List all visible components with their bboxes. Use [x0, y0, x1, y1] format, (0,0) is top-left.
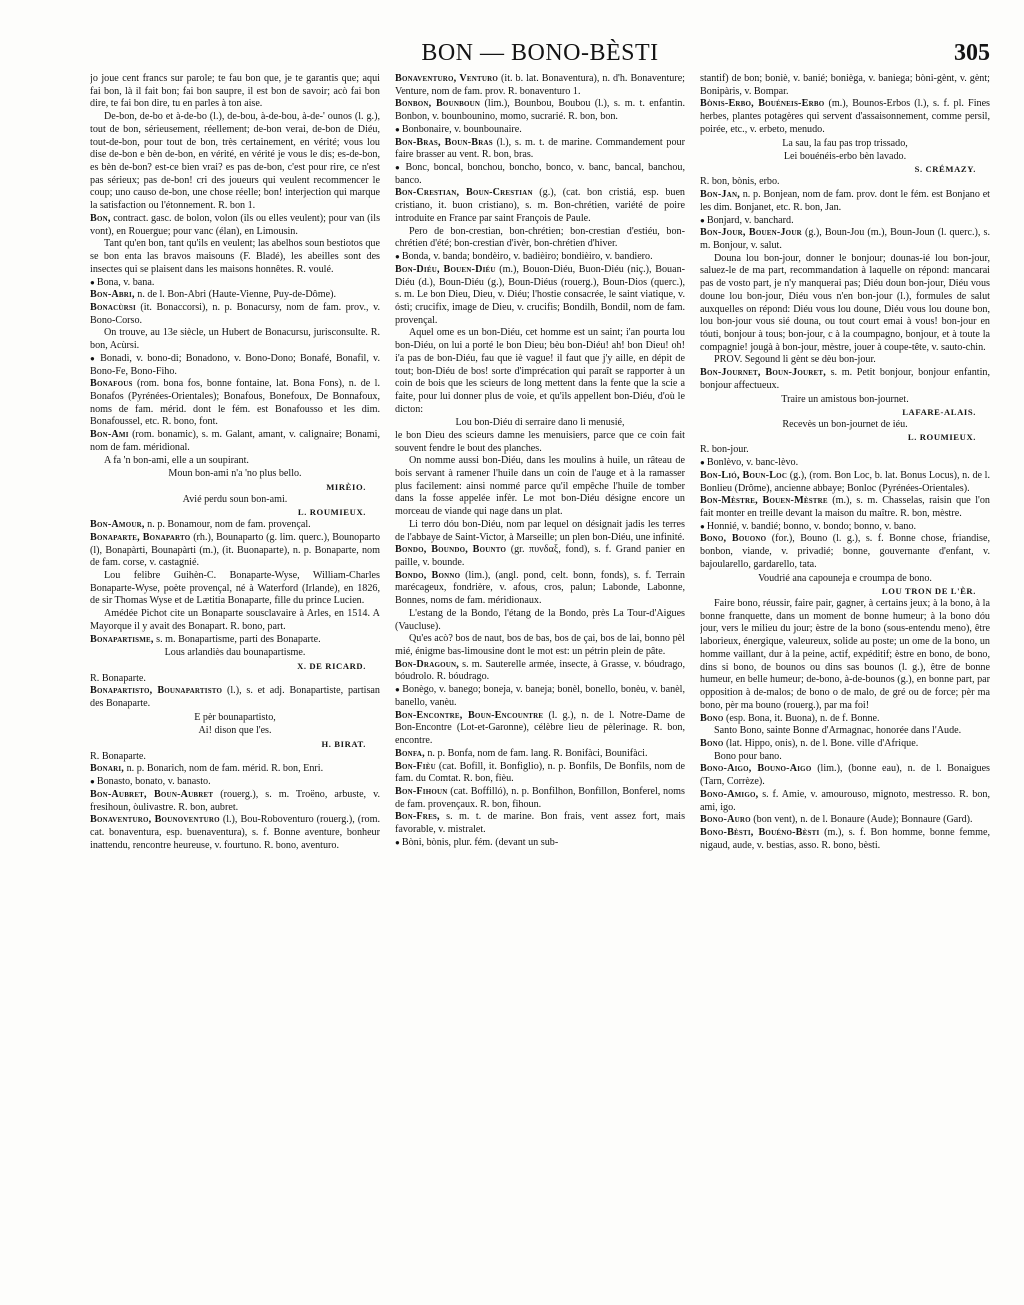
entry-text: De-bon, de-bo et à-de-bo (l.), de-bou, à-de-bou, à-de-' ounos (l. g.), tout de bon, sérieusement, réellement; de-bon verai, de-bon de Diéu, tout-de-bon, pour tout de bon, très certainement, en vérité; vous lou dise de-bon e bèn de-bon, en vérité, en vérité je vous le dis; es-de-bon, es bèn de-bon? est-ce bien vrai? es pas de-bon, c'est pour rire, ce n'est pas sérieux; pas de-bon! cri des joueurs qui veulent recommencer le coup; uno causo de-bon, une chose réelle; bon! interjection qui marque la satisfaction ou l'étonnement. R. bon 1.: [90, 111, 380, 212]
entry-text: Bonjard, v. banchard.: [706, 214, 794, 226]
entry-text: (m.), Bounos-Erbos (l.), s. f. pl. Fines herbes, plantes potagères qui servent d'assaisonnement, comme persil, poirée, etc., v. erbeto, menudo.: [700, 98, 990, 135]
verse-quote: La sau, la fau pas trop trissado,: [782, 137, 908, 149]
entry-text: L'estang de la Bondo, l'étang de la Bondo, près La Tour-d'Aigues (Vaucluse).: [395, 607, 685, 632]
entry-text: Faire bono, réussir, faire pair, gagner, à certains jeux; à la bono, à la bonne franquette, dans un moment de bonne humeur; à la bono dóu jour, vers le milieu du jour; èstre de la bono (sous-entendu meno), être laborieux, énergique, valeureux, solide au poste; un ome de la bono, un homme vaillant, dur à la peine, actif, expéditif; èstre en bono, de bono, dins si bono, de bounos ou dins sas bounos (l. g.), être de bonne humeur, en belle humeur; de-bono, à-de-bounos (g.), en bonne part, par opposition à de-malos; de bono o de malo, de gré ou de force; pèr ma bono, pèr ma bouno (rouerg.), par ma foi!: [700, 598, 990, 711]
entry-text: (g.), Boun-Jou (m.), Boun-Joun (l. querc.), s. m. Bonjour, v. salut.: [700, 227, 990, 251]
verse-quote: Lou bon-Diéu di serraire dano li menusié,: [455, 417, 625, 429]
dictionary-entry: [700, 470, 990, 495]
entry-text: Bonda, v. banda; bondèiro, v. badièiro; bondièiro, v. bandiero.: [401, 251, 653, 263]
column-left: [90, 73, 380, 1253]
entry-headword: Bon-Jour, Bouen-Jour: [700, 227, 802, 239]
dictionary-entry: [395, 73, 685, 98]
entry-text: Tant qu'en bon, tant qu'ils en veulent; las abelhos soun bestiotos que se bon enta las bravos maisouns (F. Bladé), les abeilles sont des insectes qui se plaisent dans les maisons honnêtes. R. voulé.: [90, 238, 380, 275]
dictionary-entry: [90, 238, 380, 276]
dictionary-entry: [700, 738, 990, 751]
entry-headword: Bon-Fres,: [395, 811, 440, 823]
verse-quote: E pèr bounapartisto,: [194, 711, 276, 723]
dictionary-entry: [700, 457, 990, 470]
dictionary-entry: [395, 570, 685, 608]
entry-headword: Bono-Amigo,: [700, 788, 759, 800]
dictionary-entry: [90, 289, 380, 302]
dictionary-entry: [700, 189, 990, 214]
entry-text: s. m. t. de marine. Bon frais, vent assez fort, mais favorable, v. mistralet.: [395, 811, 685, 836]
entry-text: (bon vent), n. de l. Bonaure (Aude); Bonnaure (Gard).: [753, 814, 973, 826]
entry-text: Honnié, v. bandié; bonno, v. bondo; bonno, v. bano.: [706, 520, 917, 532]
dictionary-entry: [395, 659, 685, 684]
dictionary-entry: [395, 226, 685, 251]
quote-author: S. CRÉMAZY.: [914, 164, 976, 175]
dictionary-entry: [90, 685, 380, 710]
dictionary-entry: [395, 710, 685, 748]
dictionary-entry: [700, 521, 990, 534]
entry-text: n. p. Bonfa, nom de fam. lang. R. Bonifàci, Bounifàci.: [427, 747, 648, 759]
entry-text: (lim.), (bonne eau), n. de l. Bonaigues (Tarn, Corrèze).: [700, 763, 990, 788]
quote-author: LAFARE-ALAIS.: [902, 407, 976, 418]
dictionary-entry: [90, 73, 380, 111]
dictionary-entry: [90, 673, 380, 686]
dictionary-entry: [700, 367, 990, 392]
dictionary-entry: [90, 763, 380, 776]
entry-headword: Bon-Bras, Boun-Bras: [395, 136, 493, 148]
entry-text: (it. Bonaccorsi), n. p. Bonacursy, nom de fam. prov., v. Bono-Corso.: [90, 301, 380, 326]
entry-text: Bonlèvo, v. banc-lèvo.: [706, 457, 799, 469]
entry-headword: Bonaventuro, Bounoventuro: [90, 814, 220, 826]
dictionary-entry: [700, 444, 990, 457]
entry-text: Pero de bon-crestian, bon-chrétien; bon-crestian d'estiéu, bon-chrétien d'été; bon-crestian d'ivèr, bon-chrétien d'hiver.: [395, 225, 685, 250]
dictionary-entry: [700, 176, 990, 189]
dictionary-entry: [700, 598, 990, 712]
entry-text: A fa 'n bon-ami, elle a un soupirant.: [104, 454, 249, 466]
entry-text: Bona, v. bana.: [96, 276, 155, 288]
quote-author: LOU TRON DE L'ÈR.: [881, 586, 976, 597]
entry-text: R. bon-jour.: [700, 444, 749, 456]
dictionary-entry: [395, 455, 685, 519]
dictionary-entry: [90, 789, 380, 814]
dictionary-entry: [700, 725, 990, 738]
dictionary-entry: [700, 827, 990, 852]
verse-quote: Ai! dison que l'es.: [198, 725, 272, 737]
dictionary-entry: [700, 73, 990, 98]
dictionary-entry: [700, 763, 990, 788]
entry-text: (cat. Bofill, it. Bonfiglio), n. p. Bonfils, De Bonfils, nom de fam. du Comtat. R. bon, fièu.: [395, 760, 685, 785]
entry-text: Bonasto, bonato, v. banasto.: [96, 776, 211, 788]
entry-text: n. p. Bonamour, nom de fam. provençal.: [147, 519, 311, 531]
entry-headword: Bono-Auro: [700, 814, 751, 826]
entry-text: R. Bonaparte.: [90, 750, 146, 762]
page-number: 305: [954, 40, 990, 66]
dictionary-entry: [90, 634, 380, 647]
dictionary-entry: [700, 215, 990, 228]
entry-headword: Bonaventuro, Venturo: [395, 73, 499, 84]
entry-text: (it. b. lat. Bonaventura), n. d'h. Bonaventure; Venture, nom de fam. prov. R. bonaventuro 1.: [395, 73, 685, 97]
entry-headword: Bono: [700, 737, 724, 749]
entry-headword: Bon-Jan,: [700, 189, 740, 201]
dictionary-entry: [395, 264, 685, 328]
text-columns: [90, 73, 990, 1253]
entry-text: s. f. Amie, v. amourouso, mignoto, mestresso. R. bon, ami, igo.: [700, 788, 990, 813]
entry-headword: Bon-Lió, Boun-Loc: [700, 469, 788, 481]
entry-text: stantif) de bon; boniè, v. banié; bonièga, v. baniega; bòni-gènt, v. gènt; Bonipàris, v. Bompar.: [700, 73, 990, 97]
dictionary-entry: [395, 761, 685, 786]
entry-text: (gr. πυνδαξ, fond), s. f. Grand panier en paille, v. bounde.: [395, 544, 685, 568]
dictionary-entry: [90, 302, 380, 327]
entry-headword: Bon-Dragoun,: [395, 658, 459, 670]
entry-headword: Bonbon, Bounboun: [395, 98, 481, 110]
dictionary-entry: [395, 748, 685, 761]
entry-text: (rom. bona fos, bonne fontaine, lat. Bona Fons), n. de l. Bonafos (Pyrénées-Orientales); Bonafous, Bonefoux, De Bonnafoux, noms de fam. mérid. dont le fém. est Bonafousso et les dim. Bonafoussel, etc. R. bono, font.: [90, 378, 380, 428]
entry-text: Li terro dóu bon-Diéu, nom par lequel on désignait jadis les terres de l'abbaye de Saint-Victor, à Marseille; un plen bon-Diéu, une infinité.: [395, 518, 685, 543]
dictionary-entry: [90, 213, 380, 238]
dictionary-entry: [395, 837, 685, 850]
entry-text: (for.), Bouno (l. g.), s. f. Bonne chose, friandise, bonbon, viande, v. privadié; bonne, gouvernante d'enfant, v. bajoularello, gardarello, tata.: [700, 533, 990, 570]
entry-text: Bonbonaire, v. bounbounaire.: [401, 123, 522, 135]
entry-headword: Bon-Journet, Boun-Jouret,: [700, 367, 826, 379]
dictionary-entry: [90, 277, 380, 290]
entry-text: Aquel ome es un bon-Diéu, cet homme est un saint; i'an pourta lou bon-Diéu, on lui a porté le bon Dieu; bèu bon-Diéu! ah! bon Dieu! oh! i'a pas de bon-Diéu, fau que iè vague! il faut que j'y aille, en dépit de tout; bon-Diéu de bos! sorte d'imprécation qui paraît se rapporter à un coin de bois que les scieurs de long mettent dans la fente que la scie a faite, pour lui donner plus de voie, et qu'ils appellent bon-Diéu, d'où le dicton:: [395, 327, 685, 415]
entry-headword: Bonapartisme,: [90, 633, 154, 645]
dictionary-entry: [700, 533, 990, 571]
dictionary-entry: [395, 430, 685, 455]
dictionary-entry: [395, 187, 685, 225]
verse-quote: Avié perdu soun bon-ami.: [182, 493, 288, 505]
quote-author: L. ROUMIEUX.: [907, 432, 976, 443]
entry-text: Santo Bono, sainte Bonne d'Armagnac, honorée dans l'Aude.: [714, 725, 962, 737]
entry-text: (m.), s. m. Chasselas, raisin que l'on fait monter en treille devant la maison du maître. R. bon, mèstre.: [700, 495, 990, 520]
dictionary-entry: [395, 633, 685, 658]
entry-headword: Bondo, Boundo, Bounto: [395, 544, 507, 556]
entry-text: n. de l. Bon-Abri (Haute-Vienne, Puy-de-Dôme).: [137, 289, 336, 301]
verse-quote: Voudrié ana capouneja e croumpa de bono.: [758, 572, 932, 584]
entry-headword: Bon,: [90, 212, 111, 224]
entry-text: (lim.), (angl. pond, celt. bonn, fonds), s. f. Terrain marécageux, fondrière, v. afous, cros, palun; Labonde, Labonne, Bonnes, noms de fam. méridionaux.: [395, 569, 685, 607]
dictionary-entry: [90, 378, 380, 429]
dictionary-entry: [700, 98, 990, 136]
quote-author: MIRÈIO.: [326, 481, 366, 492]
entry-headword: Bon-Abri,: [90, 289, 135, 301]
entry-text: s. m. Petit bonjour, bonjour enfantin, bonjour affectueux.: [700, 367, 990, 391]
entry-headword: Bon-Fièu: [395, 760, 436, 772]
dictionary-entry: [90, 429, 380, 454]
dictionary-entry: [395, 137, 685, 162]
verse-quote: Traire un amistous bon-journet.: [781, 393, 909, 405]
entry-headword: Bon-Mèstre, Bouen-Mèstre: [700, 495, 828, 507]
entry-headword: Bono, Bouono: [700, 533, 767, 545]
entry-text: (l.), s. m. t. de marine. Commandement pour faire brasser au vent. R. bon, bras.: [395, 136, 685, 161]
entry-text: (m.), s. f. Bon homme, bonne femme, nigaud, aude, v. bestias, asso. R. bono, bèsti.: [700, 826, 990, 851]
dictionary-entry: [700, 354, 990, 367]
entry-text: jo joue cent francs sur parole; te fau bon que, je te garantis que; aqui fai bon, là il fait bon; fai bon saupre, il est bon de savoir; acò fai bon dire, te fai bon dire, tu en parles à ton aise.: [90, 73, 380, 110]
entry-headword: Bonapartisto, Bounapartisto: [90, 685, 223, 697]
entry-text: n. p. Bonarich, nom de fam. mérid. R. bon, Enri.: [126, 763, 324, 775]
dictionary-entry: [395, 544, 685, 569]
entry-headword: Bonacùrsi: [90, 301, 136, 313]
entry-headword: Bonfa,: [395, 747, 425, 759]
entry-text: Bonègo, v. banego; boneja, v. baneja; bonèl, bonello, bonèu, v. banèl, banello, vanèu.: [395, 684, 685, 708]
column-right: [700, 73, 990, 1253]
entry-text: Bonc, boncal, bonchou, boncho, bonco, v. banc, bancal, banchou, banco.: [395, 162, 685, 186]
dictionary-entry: [700, 253, 990, 355]
dictionary-entry: [90, 570, 380, 608]
dictionary-entry: [90, 532, 380, 570]
entry-headword: Bon-Encontre, Boun-Encountre: [395, 709, 544, 721]
dictionary-entry: [90, 353, 380, 378]
entry-text: Bonadi, v. bono-di; Bonadono, v. Bono-Dono; Bonafé, Bonafil, v. Bono-Fe, Bono-Fiho.: [90, 352, 380, 377]
dictionary-entry: [700, 789, 990, 814]
dictionary-entry: [90, 455, 380, 468]
dictionary-entry: [90, 327, 380, 352]
dictionary-entry: [700, 227, 990, 252]
entry-text: (l. g.), n. de l. Notre-Dame de Bon-Encontre (Lot-et-Garonne), célèbre lieu de pèlerinage. R. bon, encontre.: [395, 709, 685, 747]
dictionary-entry: [395, 251, 685, 264]
dictionary-entry: [700, 495, 990, 520]
entry-text: (rom. bonamic), s. m. Galant, amant, v. calignaire; Bonami, nom de fam. méridional.: [90, 429, 380, 453]
entry-headword: Bonaparte, Bonaparto: [90, 531, 191, 543]
entry-headword: Bon-Fihoun: [395, 785, 448, 797]
entry-headword: Bònis-Erbo, Bouéneis-Erbo: [700, 98, 825, 110]
dictionary-entry: [90, 519, 380, 532]
verse-quote: Moun bon-ami n'a 'no plus bello.: [168, 468, 302, 480]
dictionary-entry: [700, 814, 990, 827]
entry-headword: Bon-Diéu, Bouen-Diéu: [395, 263, 496, 275]
dictionary-entry: [90, 608, 380, 633]
entry-text: R. bon, bònis, erbo.: [700, 176, 780, 188]
dictionary-entry: [395, 98, 685, 123]
dictionary-entry: [395, 608, 685, 633]
dictionary-entry: [395, 162, 685, 187]
entry-headword: Bonari,: [90, 763, 125, 775]
dictionary-entry: [700, 713, 990, 726]
entry-text: (rouerg.), s. m. Troëno, arbuste, v. fresihoun, òulivastre. R. bon, aubret.: [90, 788, 380, 813]
entry-headword: Bono: [700, 712, 724, 724]
entry-text: Qu'es acò? bos de naut, bos de bas, bos de çai, bos de lai, bonno pèl mié, énigme bas-limousine dont le mot est: un pétrin plein de pâte.: [395, 633, 685, 658]
entry-text: n. p. Bonjean, nom de fam. prov. dont le fém. est Bonjano et les dim. Bonjanet, etc. R. bon, Jan.: [700, 189, 990, 213]
entry-text: (rh.), Bounaparto (g. lim. querc.), Bounoparto (l), Bonapàrti, Bounapàrti (m.), (it. Buonaparte), n. p. Bonaparte, nom de fam. corse, v. castagnié.: [90, 531, 380, 569]
running-title: BON — BONO-BÈSTI: [421, 40, 659, 66]
entry-headword: Bono-Bèsti, Bouéno-Bèsti: [700, 826, 820, 838]
entry-text: (lat. Hippo, onis), n. de l. Bone. ville d'Afrique.: [726, 737, 919, 749]
entry-headword: Bon-Ami: [90, 429, 129, 441]
entry-text: contract. gasc. de bolon, volon (ils ou elles veulent); pour van (ils vont), en Rouergue; pour vanc (élan), en Limousin.: [90, 212, 380, 237]
column-middle: [395, 73, 685, 1253]
entry-text: PROV. Segound li gènt se dèu bon-jour.: [714, 354, 876, 366]
entry-headword: Bondo, Bonno: [395, 569, 461, 581]
dictionary-entry: [395, 519, 685, 544]
entry-text: le bon Dieu des scieurs damne les menuisiers, parce que ce coin fait souvent fendre le bout des planches.: [395, 429, 685, 454]
dictionary-entry: [90, 814, 380, 852]
running-header: [90, 40, 990, 70]
entry-text: R. Bonaparte.: [90, 672, 146, 684]
entry-text: (cat. Boffilló), n. p. Bonfilhon, Bonfillon, Bonferel, noms de fam. provençaux. R. bon, fihoun.: [395, 785, 685, 810]
entry-headword: Bon-Crestian, Boun-Crestian: [395, 187, 533, 199]
verse-quote: Lei bouénéis-erbo bèn lavado.: [783, 151, 907, 162]
entry-text: (g.), (cat. bon cristiá, esp. buen cristiano, it. buon cristiano), s. m. Bon-chrétien, variété de poire introduite en France par saint François de Paule.: [395, 187, 685, 224]
entry-text: (l.), s. et adj. Bonapartiste, partisan des Bonaparte.: [90, 685, 380, 710]
entry-text: Bòni, bònis, plur. fém. (devant un sub-: [401, 836, 559, 848]
quote-author: H. BIRAT.: [321, 738, 366, 749]
entry-headword: Bonafous: [90, 378, 133, 390]
dictionary-entry: [395, 786, 685, 811]
entry-headword: Bon-Aubret, Boun-Aubret: [90, 788, 214, 800]
entry-text: (m.), Bouon-Diéu, Buon-Diéu (niç.), Bouan-Diéu (d.), Boun-Diéu (g.), Boun-Diéus (rouerg.), Boun-Dios (querc.), s. m. Le bon Dieu, Dieu, v. Diéu; l'hostie consacrée, le saint viatique, v. óstì; crucifix, image de Dieu, v. crucifis; Bondilh, Bondil, nom de fam. provençal.: [395, 263, 685, 326]
dictionary-entry: [700, 751, 990, 764]
entry-text: Douna lou bon-jour, donner le bonjour; dounas-ié lou bon-jour, saluez-le de ma part, recommandation à laquelle on répond: mancarai pas de vosto part, je n'y manquerai pas; Diéu doun bon-jour, Diéu vous doune lou bon-jour, Diéu vous n'en bon-jour (l.), formules de salut auxquelles on répond: Diéu vous lou doune, Diéu vous lou doune bon, lou bon-jour vous sié douna, ou tout court emai à vous! bon-jour en tóuti, bonjour à tous; bon-jour, c à la coumpagno, bonjour, et à toute la compagnie! jougà à bon-jour, mèstre, jouer à coupe-tête, v. sauto-chin.: [700, 252, 990, 353]
verse-quote: Recevès un bon-journet de iéu.: [782, 419, 908, 431]
dictionary-entry: [90, 776, 380, 789]
entry-headword: Bon-Amour,: [90, 519, 145, 531]
entry-text: On nomme aussi bon-Diéu, dans les moulins à huile, un râteau de bois servant à ramener l'huile dans un coin de l'auge et à la ramasser plus facilement: ainsi nommé parce qu'il empêche l'huile de tomber dans la fosse appelée infèr. Le mot bon-Diéu désigne encore un morceau de viande qui nage dans un plat.: [395, 455, 685, 518]
entry-text: (esp. Bona, it. Buona), n. de f. Bonne.: [726, 712, 880, 724]
dictionary-entry: [395, 811, 685, 836]
entry-text: On trouve, au 13e siècle, un Hubert de Bonacursu, jurisconsulte. R. bon, Acùrsi.: [90, 327, 380, 352]
dictionary-entry: [395, 124, 685, 137]
verse-quote: Lous arlandiès dau bounapartisme.: [164, 647, 306, 659]
entry-text: (l.), Bou-Roboventuro (rouerg.), (rom. cat. bonaventura, esp. buenaventura), s. f. Bonne aventure, bonheur inattendu, rencontre heureuse, v. fourtuno. R. bono, aventuro.: [90, 814, 380, 851]
quote-author: L. ROUMIEUX.: [297, 507, 366, 518]
entry-text: s. m. Bonapartisme, parti des Bonaparte.: [156, 633, 321, 645]
entry-headword: Bono-Aigo, Bouno-Aigo: [700, 763, 812, 775]
entry-text: (g.), (rom. Bon Loc, b. lat. Bonus Locus), n. de l. Bonlieu (Drôme), ancienne abbaye; Bonloc (Pyrénées-Orientales).: [700, 469, 990, 494]
entry-text: Bono pour bano.: [714, 750, 782, 762]
entry-text: s. m. Sauterelle armée, insecte, à Grasse, v. bóudrago, bóudrolo. R. bóudrago.: [395, 658, 685, 683]
entry-text: (lim.), Bounbou, Boubou (l.), s. m. t. enfantin. Bonbon, v. bounbounino, momo, sucrarié. R. bon, bon.: [395, 98, 685, 123]
entry-text: Lou felibre Guihèn-C. Bonaparte-Wyse, William-Charles Bonaparte-Wyse, poète provençal, né à Waterford (Irlande), en 1826, de sir Thomas Wyse et de Lætitia Bonaparte, fille du prince Lucien.: [90, 569, 380, 607]
dictionary-entry: [395, 684, 685, 709]
dictionary-entry: [90, 751, 380, 764]
quote-author: X. DE RICARD.: [297, 660, 366, 671]
dictionary-entry: [395, 327, 685, 416]
dictionary-entry: [90, 111, 380, 213]
entry-text: Amédée Pichot cite un Bonaparte sousclavaire à Arles, en 1514. A Mayorque il y avait des Bonapart. R. bono, part.: [90, 608, 380, 632]
